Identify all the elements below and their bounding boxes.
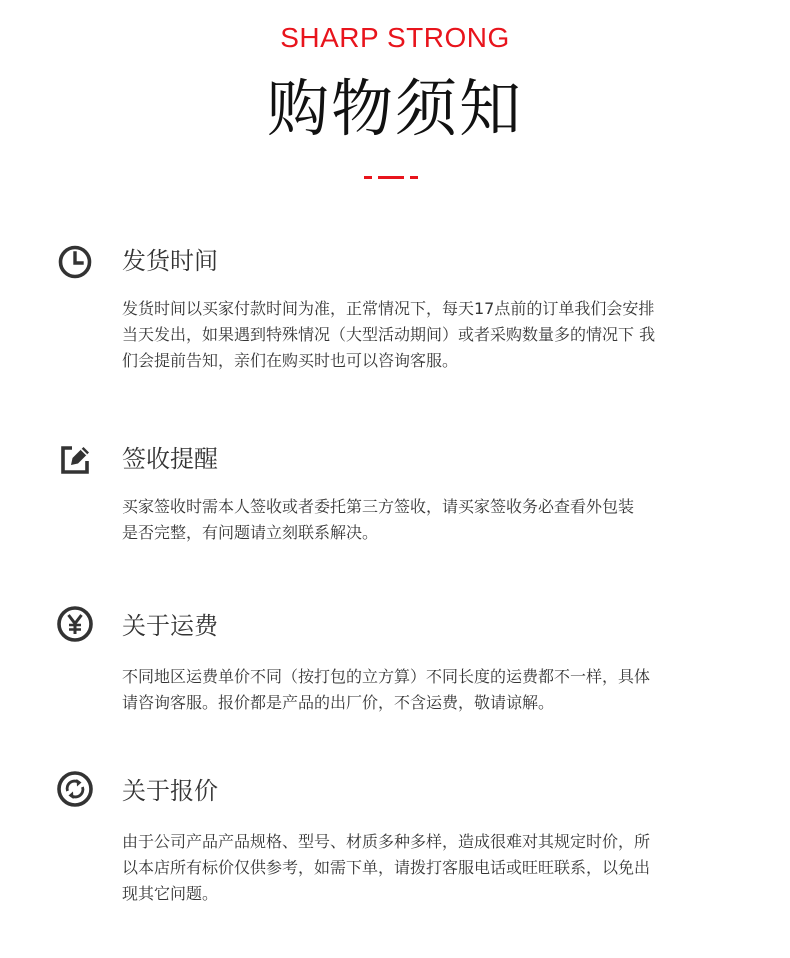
section-title: 签收提醒 bbox=[122, 445, 218, 473]
body-line: 由于公司产品产品规格、型号、材质多种多样，造成很难对其规定时价，所 bbox=[122, 832, 651, 851]
body-line: 买家签收时需本人签收或者委托第三方签收，请买家签收务必查看外包装 bbox=[122, 497, 635, 516]
section-title: 发货时间 bbox=[122, 247, 218, 275]
body-line: 现其它问题。 bbox=[122, 884, 219, 903]
brand-subtitle: SHARP STRONG bbox=[280, 22, 510, 53]
section-body bbox=[122, 664, 742, 716]
section-title: 关于报价 bbox=[122, 777, 218, 805]
body-line: 当天发出，如果遇到特殊情况（大型活动期间）或者采购数量多的情况下 我 bbox=[122, 325, 656, 344]
section-body bbox=[122, 829, 742, 907]
section-body bbox=[122, 296, 742, 374]
clock-icon bbox=[55, 242, 95, 282]
section-title: 关于运费 bbox=[122, 612, 218, 640]
edit-icon bbox=[55, 439, 95, 479]
body-line: 们会提前告知，亲们在购买时也可以咨询客服。 bbox=[122, 351, 459, 370]
body-line: 请咨询客服。报价都是产品的出厂价，不含运费，敬请谅解。 bbox=[122, 693, 555, 712]
body-line: 不同地区运费单价不同（按打包的立方算）不同长度的运费都不一样，具体 bbox=[122, 667, 651, 686]
section-body bbox=[122, 494, 742, 546]
refresh-icon bbox=[55, 769, 95, 809]
body-line: 发货时间以买家付款时间为准，正常情况下，每天17点前的订单我们会安排 bbox=[122, 299, 655, 318]
yen-icon bbox=[55, 604, 95, 644]
body-line: 以本店所有标价仅供参考，如需下单，请拨打客服电话或旺旺联系，以免出 bbox=[122, 858, 651, 877]
title-divider bbox=[364, 176, 418, 179]
body-line: 是否完整，有问题请立刻联系解决。 bbox=[122, 523, 379, 542]
page-title: 购物须知 bbox=[266, 72, 523, 145]
